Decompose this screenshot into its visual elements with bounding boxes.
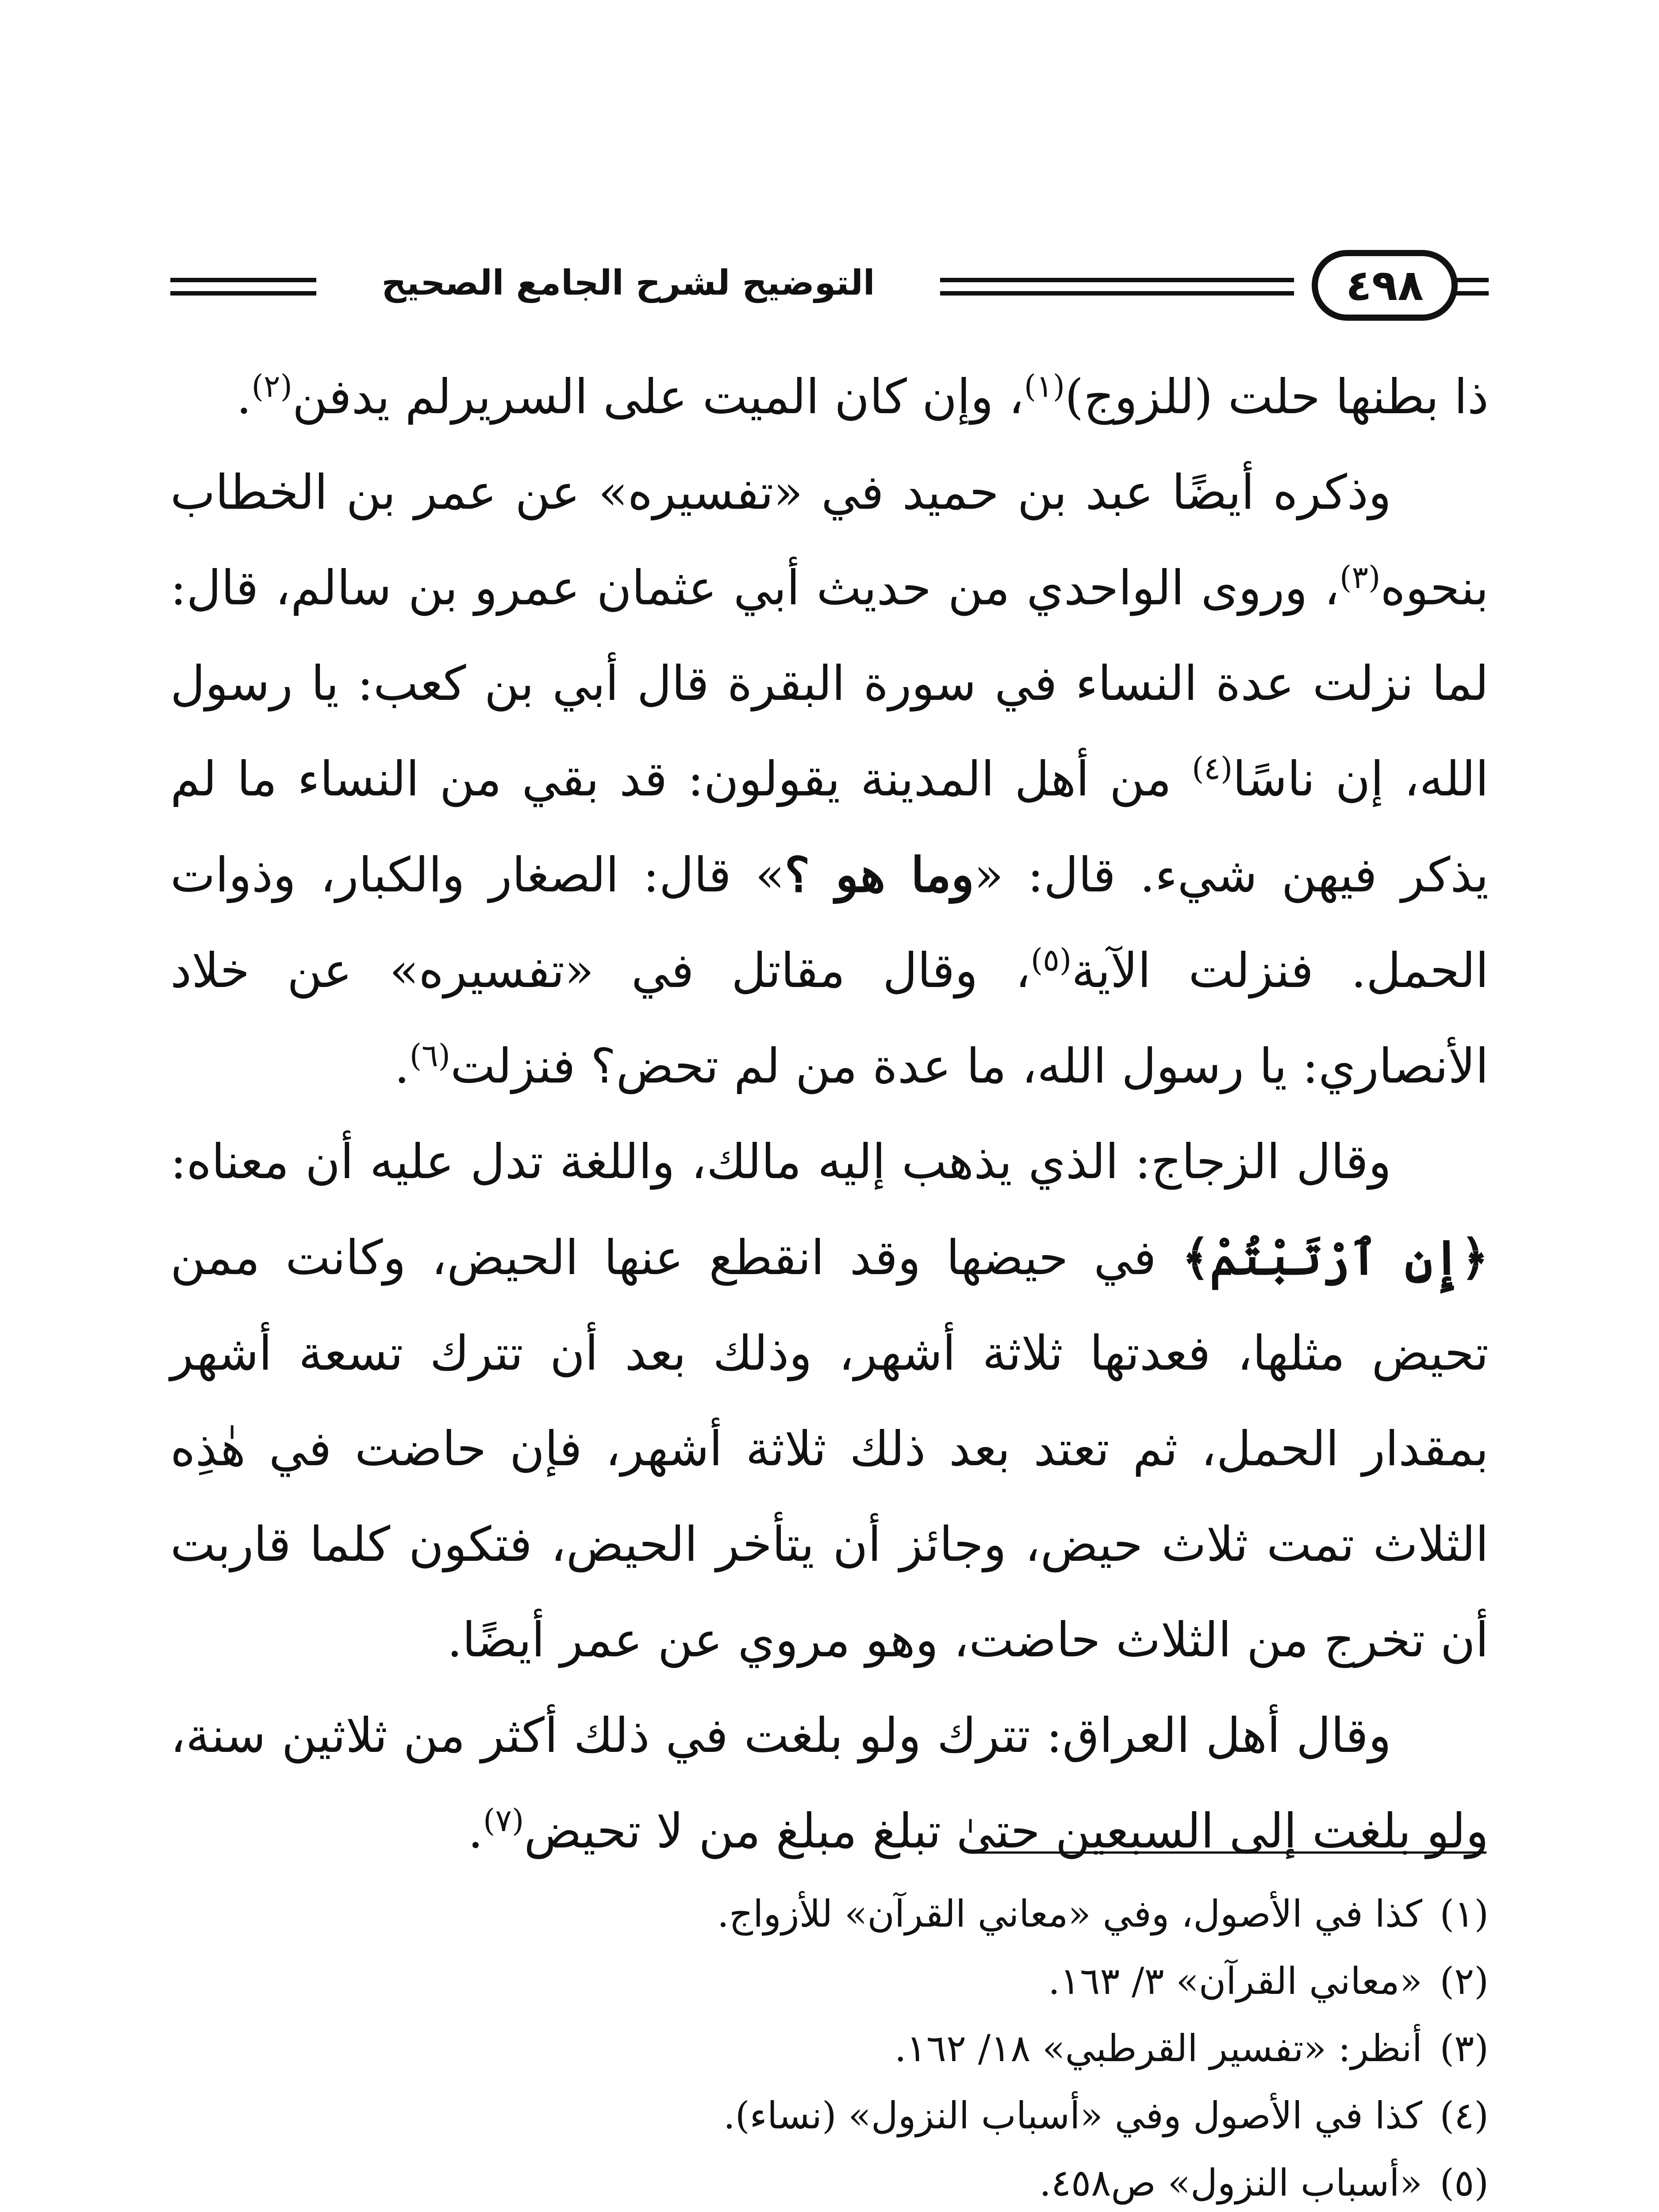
footnote-1 (170, 1880, 1489, 1947)
footnote-ref-3[interactable]: (٣) (1340, 559, 1381, 595)
footnote-ref-7[interactable]: (٧) (483, 1802, 524, 1839)
main-text (170, 349, 1489, 1879)
paragraph-3 (170, 1114, 1489, 1688)
text-run: . (236, 369, 252, 425)
text-run: . (468, 1804, 484, 1859)
text-run: من أهل المدينة يقولون: قد بقي من النساء ما لم يذكر فيهن شيء. قال: « (170, 752, 1489, 903)
footnote-2 (170, 1947, 1489, 2015)
page-number-oval (1312, 250, 1458, 321)
footnote-text: «أسباب النزول» ص٤٥٨. (1039, 2161, 1422, 2204)
text-run: ، وإن كان الميت على السريرلم يدفن (292, 369, 1024, 425)
footnote-separator (973, 1851, 1486, 1854)
hadith-quote: وما هو ؟ (784, 847, 974, 903)
footnote-5 (170, 2149, 1489, 2212)
header-rule-left-lower (170, 291, 316, 296)
footnote-ref-1[interactable]: (١) (1024, 368, 1065, 404)
paragraph-1 (170, 349, 1489, 445)
quran-quote: ﴿إِنِ ٱرْتَبْتُمْ﴾ (1182, 1230, 1489, 1286)
footnote-ref-5[interactable]: (٥) (1030, 942, 1072, 978)
text-run: ، وقال مقاتل في «تفسيره» عن خلاد الأنصاري: يا رسول الله، ما عدة من لم تحض؟ فنزلت (170, 943, 1489, 1094)
footnote-text: «معاني القرآن» ٣/ ١٦٣. (1048, 1959, 1422, 2003)
page-number: ٤٩٨ (1346, 261, 1424, 310)
running-title: التوضيح لشرح الجامع الصحيح (330, 257, 927, 310)
header-rule-middle-lower (940, 291, 1294, 296)
footnote-text: أنظر: «تفسير القرطبي» ١٨/ ١٦٢. (895, 2027, 1422, 2070)
paragraph-4 (170, 1688, 1489, 1879)
footnote-number: (٥) (1440, 2161, 1489, 2204)
footnote-number: (٢) (1440, 1959, 1489, 2003)
footnote-3 (170, 2015, 1489, 2082)
footnote-4 (170, 2082, 1489, 2149)
footnote-text: كذا في الأصول وفي «أسباب النزول» (نساء). (723, 2094, 1422, 2137)
text-run: ذا بطنها حلت (للزوج) (1065, 369, 1489, 425)
text-run: في حيضها وقد انقطع عنها الحيض، وكانت ممن تحيض مثلها، فعدتها ثلاثة أشهر، وذلك بعد أن تترك تسعة أشهر بمقدار الحمل، ثم تعتد بعد ذلك ثلاثة أشهر، فإن حاضت في هٰذِه الثلاث تمت ثلاث حيض، وجائز أن يتأخر الحيض، فتكون كلما قاربت أن تخرج من الثلاث حاضت، وهو مروي عن عمر أيضًا. (170, 1230, 1489, 1668)
paragraph-2 (170, 445, 1489, 1114)
header-rule-middle (940, 278, 1294, 282)
footnote-text: كذا في الأصول، وفي «معاني القرآن» للأزواج. (717, 1892, 1422, 1936)
page-number-badge (1294, 250, 1489, 325)
footnote-number: (١) (1440, 1892, 1489, 1936)
header-rule-left (170, 278, 316, 282)
text-run: » قال: الصغار والكبار، وذوات الحمل. فنزلت الآية (170, 848, 1489, 998)
text-run: . (394, 1039, 410, 1094)
text-run: ، وروى الواحدي من حديث أبي عثمان عمرو بن سالم، قال: لما نزلت عدة النساء في سورة البقرة قال أبي بن كعب: يا رسول الله، إن ناسًا (170, 561, 1489, 807)
footnote-ref-6[interactable]: (٦) (409, 1037, 450, 1074)
footnote-number: (٤) (1440, 2094, 1489, 2137)
footnote-ref-2[interactable]: (٢) (251, 368, 292, 404)
text-run: وقال أهل العراق: تترك ولو بلغت في ذلك أكثر من ثلاثين سنة، ولو بلغت إلى السبعين حتىٰ تبلغ مبلغ من لا تحيض (170, 1708, 1489, 1859)
footnote-ref-4[interactable]: (٤) (1191, 750, 1233, 787)
text-run: وذكره أيضًا عبد بن حميد في «تفسيره» عن عمر بن الخطاب بنحوه (170, 465, 1489, 616)
footnotes (170, 1880, 1489, 2212)
page-header (170, 239, 1489, 336)
text-run: وقال الزجاج: الذي يذهب إليه مالك، واللغة تدل عليه أن معناه: (170, 1134, 1391, 1190)
footnote-number: (٣) (1440, 2027, 1489, 2070)
